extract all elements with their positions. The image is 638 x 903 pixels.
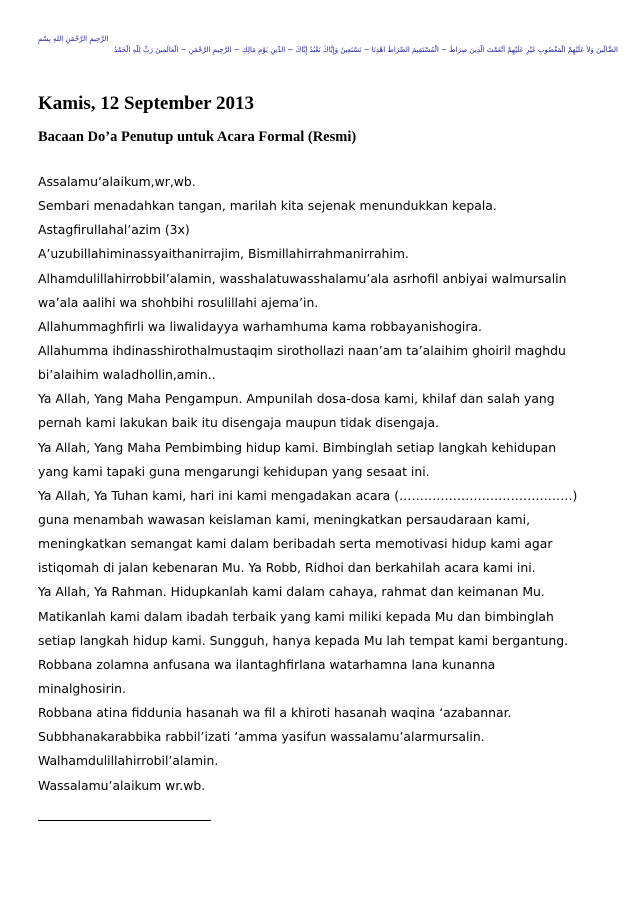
body-line: wa’ala aalihi wa shohbihi rosulillahi ajema’in.	[38, 294, 319, 310]
prayer-body	[38, 170, 618, 798]
body-line: Robbana atina fiddunia hasanah wa fil a khiroti hasanah waqina ‘azabannar.	[38, 705, 512, 721]
body-line: Subbhanakarabbika rabbil’izati ‘amma yasifun wassalamu’alarmursalin.	[38, 729, 485, 745]
body-line: Matikanlah kami dalam ibadah terbaik yang kami miliki kepada Mu dan bimbinglah	[38, 608, 554, 624]
body-line: Allahumma ihdinasshirothalmustaqim sirothollazi naan’am ta’alaihim ghoiril maghdu	[38, 342, 566, 358]
body-line: setiap langkah hidup kami. Sungguh, hanya kepada Mu lah tempat kami bergantung.	[38, 632, 569, 648]
post-title: Bacaan Do’a Penutup untuk Acara Formal (Resmi)	[38, 129, 357, 145]
body-line: meningkatkan semangat kami dalam beribadah serta memotivasi hidup kami agar	[38, 536, 553, 552]
body-line: A’uzubillahiminassyaithanirrajim, Bismillahirrahmanirrahim.	[38, 246, 409, 262]
body-line: Astagfirullahal’azim (3x)	[38, 222, 190, 238]
body-line: Alhamdulillahirrobbil’alamin, wasshalatuwasshalamu’ala asrhofil anbiyai walmursalin	[38, 270, 567, 286]
body-line: istiqomah di jalan kebenaran Mu. Ya Robb, Ridhoi dan berkahilah acara kami ini.	[38, 560, 536, 576]
footnote-rule	[38, 820, 211, 821]
arabic-basmala: الرَّحِيمِ الرَّحْمَنِ اللهِ بِسْمِ	[38, 35, 109, 43]
body-line: Allahummaghfirli wa liwalidayya warhamhuma kama robbayanishogira.	[38, 318, 482, 334]
body-line: Wassalamu’alaikum wr.wb.	[38, 777, 206, 793]
body-line: pernah kami lakukan baik itu disengaja maupun tidak disengaja.	[38, 415, 439, 431]
body-line: guna menambah wawasan keislaman kami, meningkatkan persaudaraan kami,	[38, 511, 531, 527]
body-line: Ya Allah, Yang Maha Pembimbing hidup kami. Bimbinglah setiap langkah kehidupan	[38, 439, 557, 455]
body-line: Sembari menadahkan tangan, marilah kita sejenak menundukkan kepala.	[38, 198, 497, 214]
body-line: Ya Allah, Ya Tuhan kami, hari ini kami mengadakan acara (……………………………………)	[38, 487, 578, 503]
body-line: Robbana zolamna anfusana wa ilantaghfirlana watarhamna lana kunanna	[38, 656, 496, 672]
body-line: yang kami tapaki guna mengarungi kehidupan yang sesaat ini.	[38, 463, 430, 479]
body-line: Walhamdulillahirrobil’alamin.	[38, 753, 219, 769]
arabic-al-fatihah: الضَّالِّينَ وَلاَ عَلَيْهِمْ الْمَغْضُوبِ غَيْرِ عَلَيْهِمْ أَنْعَمْتَ الَّذِينَ صِرَاطَ ~ الْمُسْتَقِيمَ الصِّرَاطَ اهْدِنَا ~ نَسْتَعِينُ وَإِيَّاكَ نَعْبُدُ إِيَّاكَ ~ الدِّينِ يَوْمِ مَالِكِ ~ الرَّحِيمِ الرَّحْمَنِ ~ الْعَالَمِينَ رَبِّ لِلَّهِ الْحَمْدُ	[114, 46, 618, 54]
body-line: minalghosirin.	[38, 680, 126, 696]
post-date: Kamis, 12 September 2013	[38, 93, 255, 114]
body-line: Assalamu’alaikum,wr,wb.	[38, 174, 196, 189]
body-line: Ya Allah, Yang Maha Pengampun. Ampunilah dosa-dosa kami, khilaf dan salah yang	[38, 391, 555, 407]
body-line: Ya Allah, Ya Rahman. Hidupkanlah kami dalam cahaya, rahmat dan keimanan Mu.	[38, 584, 545, 600]
body-line: bi’alaihim waladhollin,amin..	[38, 367, 216, 383]
arabic-header	[38, 34, 618, 56]
